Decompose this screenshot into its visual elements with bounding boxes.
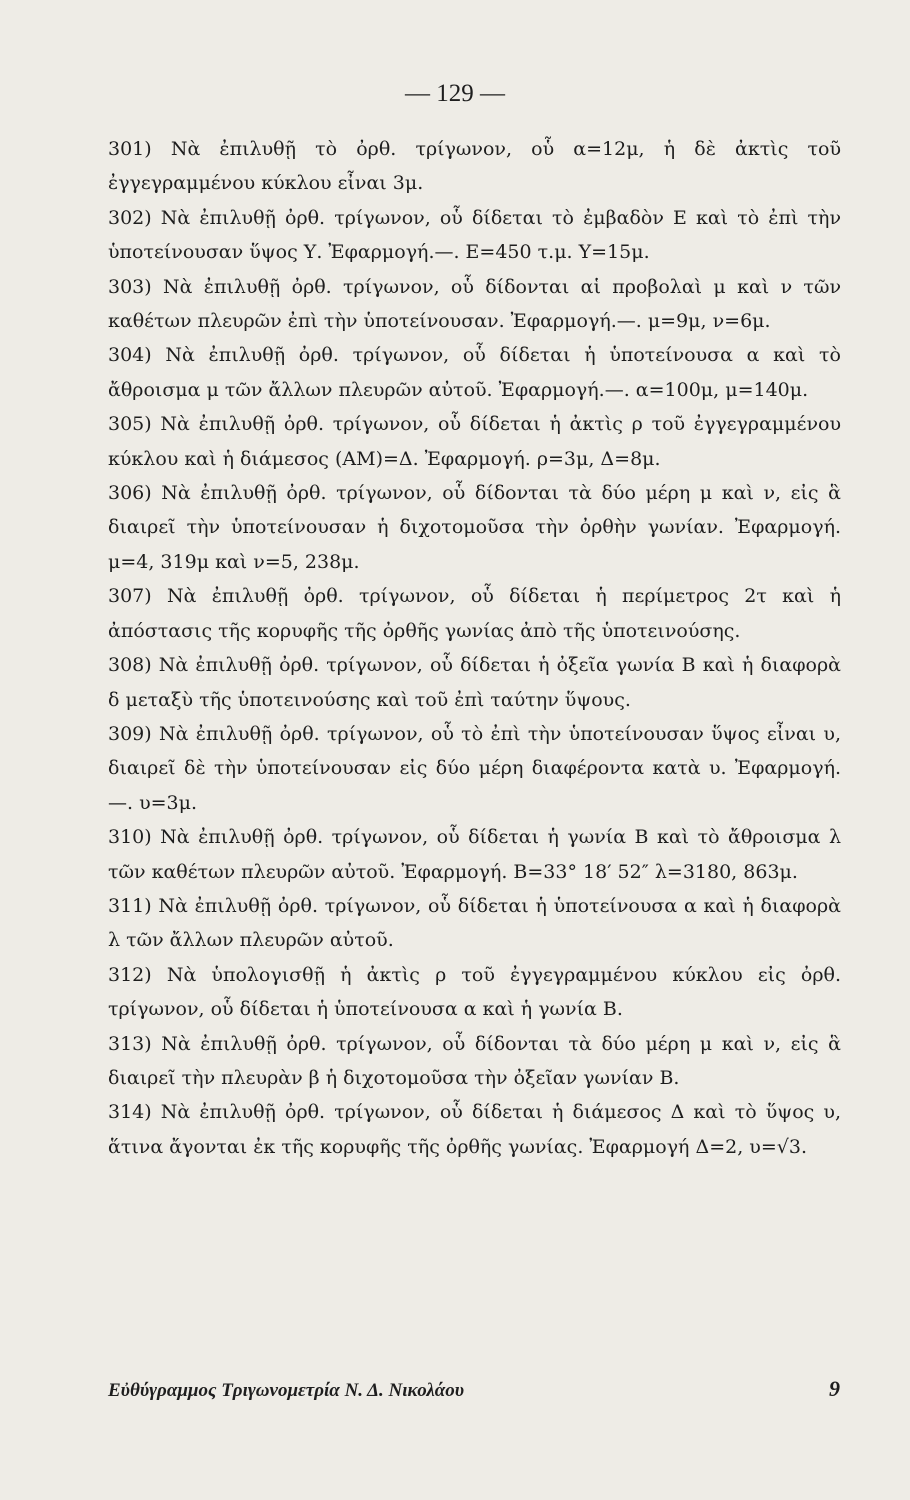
book-title: Εὐθύγραμμος Τριγωνομετρία Ν. Δ. Νικολάου (108, 1380, 465, 1401)
page-number: — 129 — (405, 80, 505, 107)
exercise-309: 309) Νὰ ἐπιλυθῇ ὀρθ. τρίγωνον, οὗ τὸ ἐπὶ τὴν ὑποτείνουσαν ὕψος εἶναι υ, διαιρεῖ δὲ τὴν ὑποτείνουσαν εἰς δύο μέρη διαφέροντα κατὰ υ. Ἐφαρμογή.—. υ=3μ. (108, 722, 841, 814)
exercise-301: 301) Νὰ ἐπιλυθῇ τὸ ὀρθ. τρίγωνον, οὗ α=12μ, ἡ δὲ ἀκτὶς τοῦ ἐγγεγραμμένου κύκλου εἶναι 3μ. (108, 138, 841, 195)
exercise-303: 303) Νὰ ἐπιλυθῇ ὀρθ. τρίγωνον, οὗ δίδονται αἱ προβολαὶ μ καὶ ν τῶν καθέτων πλευρῶν ἐπὶ τὴν ὑποτείνουσαν. Ἐφαρμογή.—. μ=9μ, ν=6μ. (108, 275, 841, 333)
exercise-310: 310) Νὰ ἐπιλυθῇ ὀρθ. τρίγωνον, οὗ δίδεται ἡ γωνία Β καὶ τὸ ἄθροισμα λ τῶν καθέτων πλευρῶν αὐτοῦ. Ἐφαρμογή. Β=33° 18′ 52″ λ=3180, 863μ. (108, 826, 841, 883)
exercise-312: 312) Νὰ ὑπολογισθῇ ἡ ἀκτὶς ρ τοῦ ἐγγεγραμμένου κύκλου εἰς ὀρθ. τρίγωνον, οὗ δίδεται ἡ ὑποτείνουσα α καὶ ἡ γωνία Β. (108, 963, 841, 1021)
exercise-305: 305) Νὰ ἐπιλυθῇ ὀρθ. τρίγωνον, οὗ δίδεται ἡ ἀκτὶς ρ τοῦ ἐγγεγραμμένου κύκλου καὶ ἡ διάμεσος (ΑΜ)=Δ. Ἐφαρμογή. ρ=3μ, Δ=8μ. (108, 413, 841, 470)
exercise-list (108, 132, 841, 1164)
exercise-307: 307) Νὰ ἐπιλυθῇ ὀρθ. τρίγωνον, οὗ δίδεται ἡ περίμετρος 2τ καὶ ἡ ἀπόστασις τῆς κορυφῆς τῆς ὀρθῆς γωνίας ἀπὸ τῆς ὑποτεινούσης. (108, 585, 841, 642)
exercise-314: 314) Νὰ ἐπιλυθῇ ὀρθ. τρίγωνον, οὗ δίδεται ἡ διάμεσος Δ καὶ τὸ ὕψος υ, ἅτινα ἄγονται ἐκ τῆς κορυφῆς τῆς ὀρθῆς γωνίας. Ἐφαρμογή Δ=2, υ=√3. (108, 1101, 841, 1158)
exercise-311: 311) Νὰ ἐπιλυθῇ ὀρθ. τρίγωνον, οὗ δίδεται ἡ ὑποτείνουσα α καὶ ἡ διαφορὰ λ τῶν ἄλλων πλευρῶν αὐτοῦ. (108, 894, 841, 952)
signature-mark: 9 (829, 1376, 840, 1401)
exercise-302: 302) Νὰ ἐπιλυθῇ ὀρθ. τρίγωνον, οὗ δίδεται τὸ ἐμβαδὸν Ε καὶ τὸ ἐπὶ τὴν ὑποτείνουσαν ὕψος Υ. Ἐφαρμογή.—. Ε=450 τ.μ. Υ=15μ. (108, 206, 841, 264)
exercise-306: 306) Νὰ ἐπιλυθῇ ὀρθ. τρίγωνον, οὗ δίδονται τὰ δύο μέρη μ καὶ ν, εἰς ἃ διαιρεῖ τὴν ὑποτείνουσαν ἡ διχοτομοῦσα τὴν ὀρθὴν γωνίαν. Ἐφαρμογή. μ=4, 319μ καὶ ν=5, 238μ. (108, 482, 841, 573)
exercise-304: 304) Νὰ ἐπιλυθῇ ὀρθ. τρίγωνον, οὗ δίδεται ἡ ὑποτείνουσα α καὶ τὸ ἄθροισμα μ τῶν ἄλλων πλευρῶν αὐτοῦ. Ἐφαρμογή.—. α=100μ, μ=140μ. (108, 344, 841, 401)
exercise-308: 308) Νὰ ἐπιλυθῇ ὀρθ. τρίγωνον, οὗ δίδεται ἡ ὀξεῖα γωνία Β καὶ ἡ διαφορὰ δ μεταξὺ τῆς ὑποτεινούσης καὶ τοῦ ἐπὶ ταύτην ὕψους. (108, 654, 841, 711)
exercise-313: 313) Νὰ ἐπιλυθῇ ὀρθ. τρίγωνον, οὗ δίδονται τὰ δύο μέρη μ καὶ ν, εἰς ἃ διαιρεῖ τὴν πλευρὰν β ἡ διχοτομοῦσα τὴν ὀξεῖαν γωνίαν Β. (108, 1032, 841, 1089)
